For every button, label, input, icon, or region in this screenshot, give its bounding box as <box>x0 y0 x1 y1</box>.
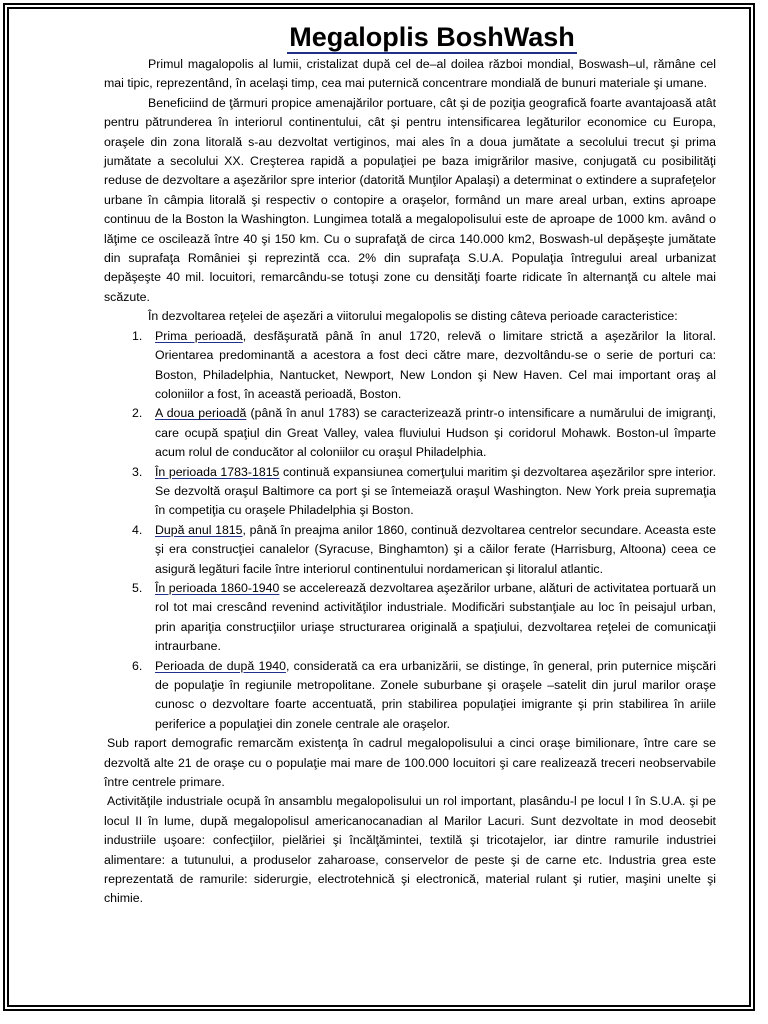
list-item: 3. În perioada 1783-1815 continuă expansiunea comerţului maritim şi dezvoltarea aşezărilor spre interior. Se dezvoltă oraşul Baltimore ca port şi se întemeiază oraşul Washington. New York preia supremaţia în competiţia cu oraşele Philadelphia şi Boston. <box>132 464 716 518</box>
document-body <box>104 20 716 909</box>
period-text: , desfăşurată până în anul 1720, relevă o limitare strictă a aşezărilor la litoral. Orientarea predominantă a acestora a fost deci către mare, dezvoltându-se o serie de porturi ca: Boston, Philadelphia, Nantucket, Newport, New London şi New Haven. Cel mai important oraş al coloniilor a fost, în această perioadă, Boston. <box>155 328 716 401</box>
paragraph-periods-intro: În dezvoltarea reţelei de aşezări a viitorului megalopolis se disting câteva perioade caracteristice: <box>148 309 678 324</box>
periods-list <box>104 327 716 735</box>
list-item: 1. Prima perioadă, desfăşurată până în anul 1720, relevă o limitare strictă a aşezărilor la litoral. Orientarea predominantă a acestora a fost deci către mare, dezvoltându-se o serie de porturi ca: Boston, Philadelphia, Nantucket, Newport, New London şi New Haven. Cel mai important oraş al coloniilor a fost, în această perioadă, Boston. <box>132 328 716 401</box>
list-item: 2. A doua perioadă (până în anul 1783) se caracterizează printr-o intensificare a numărului de imigranţi, care ocupă spaţiul din Great Valley, valea fluviului Hudson şi coridorul Mohawk. Boston-ul împarte acum rolul de conducător al coloniilor cu oraşul Philadelphia. <box>132 406 716 460</box>
paragraph-demography: Sub raport demografic remarcăm existenţa în cadrul megalopolisului a cinci oraşe bimilionare, între care se dezvoltă alte 21 de oraşe cu o populaţie mai mare de 100.000 locuitori şi care realizează treceri neobservabile între centrele primare. <box>104 736 716 790</box>
period-text: continuă expansiunea comerţului maritim şi dezvoltarea aşezărilor spre interior. Se dezvoltă oraşul Baltimore ca port şi se întemeiază oraşul Washington. New York preia supremaţia în competiţia cu oraşele Philadelphia şi Boston. <box>155 464 716 518</box>
list-item: 4. După anul 1815, până în preajma anilor 1860, continuă dezvoltarea centrelor secundare. Aceasta este şi era construcţiei canalelor (Syracuse, Binghamton) şi a căilor ferate (Harrisburg, Altoona) ceea ce asigură legături facile între interiorul continentului nordamerican şi litoralul atlantic. <box>132 522 717 576</box>
period-label: Prima perioadă <box>155 328 243 343</box>
list-item: 6. Perioada de după 1940, considerată ca era urbanizării, se distinge, în general, prin puternice mişcări de populaţie în regiunile metropolitane. Zonele suburbane şi oraşele –satelit din jurul marilor oraşe cunosc o dezvoltare foarte accentuată, prin stabilirea populaţiei imigrante şi prin stabilirea în ariile periferice a populaţiei din zonele centrale ale oraşelor. <box>132 658 716 731</box>
paragraph-industry: Activităţile industriale ocupă în ansamblu megalopolisului un rol important, plasându-l pe locul I în S.U.A. şi pe locul II în lume, după megalopolisul americanocanadian al Marilor Lacuri. Sunt dezvoltate in mod deosebit industriile uşoare: confecţiilor, pielăriei şi încălţămintei, textilă şi tricotajelor, iar dintre ramurile industriei alimentare: a tutunului, a produselor zaharoase, conservelor de peste şi de carne etc. Industria grea este reprezentată de ramurile: siderurgie, electrotehnică şi electronică, material rulant şi rutier, maşini unelte şi chimie. <box>104 794 716 906</box>
list-item: 5. În perioada 1860-1940 se accelerează dezvoltarea aşezărilor urbane, alături de activitatea portuară un rol tot mai crescând revenind activităţilor industriale. Modificări substanţiale au loc în peisajul urban, prin apariţia construcţiilor uriaşe structurarea originală a spaţiului, dezvoltarea reţelei de comunicaţii intraurbane. <box>132 580 716 654</box>
period-label: În perioada 1860-1940 <box>155 580 280 595</box>
period-label: După anul 1815 <box>155 522 243 537</box>
period-label: Perioada de după 1940 <box>155 658 286 673</box>
paragraph-geography: Beneficiind de ţărmuri propice amenajărilor portuare, cât şi de poziţia geografică foarte avantajoasă atât pentru pătrunderea în interiorul continentului, cât şi pentru intensificarea legăturilor economice cu Europa, oraşele din zona litorală s-au dezvoltat vertiginos, mai ales în a doua jumătate a secolului trecut şi prima jumătate a secolului XX. Creşterea rapidă a populaţiei pe baza imigrărilor masive, conjugată cu posibilităţi reduse de dezvoltare a aşezărilor spre interior (datorită Munţilor Apalaşi) a determinat o extindere a suprafeţelor urbane în câmpia litorală şi respectiv o contopire a oraşelor, formând un mare areal urban, extins aproape continuu de la Boston la Washington. Lungimea totală a megalopolisului este de aproape de 1000 km. având o lăţime ce oscilează între 40 şi 150 km. Cu o suprafaţă de circa 140.000 km2, Boswash-ul depăşeşte jumătate din suprafaţa României şi reprezintă cca. 2% din suprafaţa S.U.A. Populaţia întregului areal urbanizat depăşeşte 40 mil. locuitori, remarcându-se totuşi zone cu densităţi foarte ridicate în alternanţă cu altele mai scăzute. <box>104 95 716 304</box>
period-text: , până în preajma anilor 1860, continuă dezvoltarea centrelor secundare. Aceasta este şi era construcţiei canalelor (Syracuse, Binghamton) şi a căilor ferate (Harrisburg, Altoona) ceea ce asigură legături facile între interiorul continentului nordamerican şi litoralul atlantic. <box>155 522 717 576</box>
period-text: , considerată ca era urbanizării, se distinge, în general, prin puternice mişcări de populaţie în regiunile metropolitane. Zonele suburbane şi oraşele –satelit din jurul marilor oraşe cunosc o dezvoltare foarte accentuată, prin stabilirea populaţiei imigrante şi prin stabilirea în ariile periferice a populaţiei din zonele centrale ale oraşelor. <box>155 658 716 731</box>
period-text: (până în anul 1783) se caracterizează printr-o intensificare a numărului de imigranţi, care ocupă spaţiul din Great Valley, valea fluviului Hudson şi coridorul Mohawk. Boston-ul împarte acum rolul de conducător al coloniilor cu oraşul Philadelphia. <box>155 406 716 460</box>
paragraph-intro: Primul magalopolis al lumii, cristalizat după cel de–al doilea război mondial, Boswash–ul, rămâne cel mai tipic, reprezentând, în acelaşi timp, cea mai puternică concentrare mondială de bunuri materiale şi umane. <box>104 57 716 91</box>
document-title: Megaloplis BoshWash <box>289 22 575 52</box>
period-text: se accelerează dezvoltarea aşezărilor urbane, alături de activitatea portuară un rol tot mai crescând revenind activităţilor industriale. Modificări substanţiale au loc în peisajul urban, prin apariţia construcţiilor uriaşe structurarea originală a spaţiului, dezvoltarea reţelei de comunicaţii intraurbane. <box>155 580 716 654</box>
period-label: În perioada 1783-1815 <box>155 464 280 479</box>
period-label: A doua perioadă <box>155 406 247 421</box>
